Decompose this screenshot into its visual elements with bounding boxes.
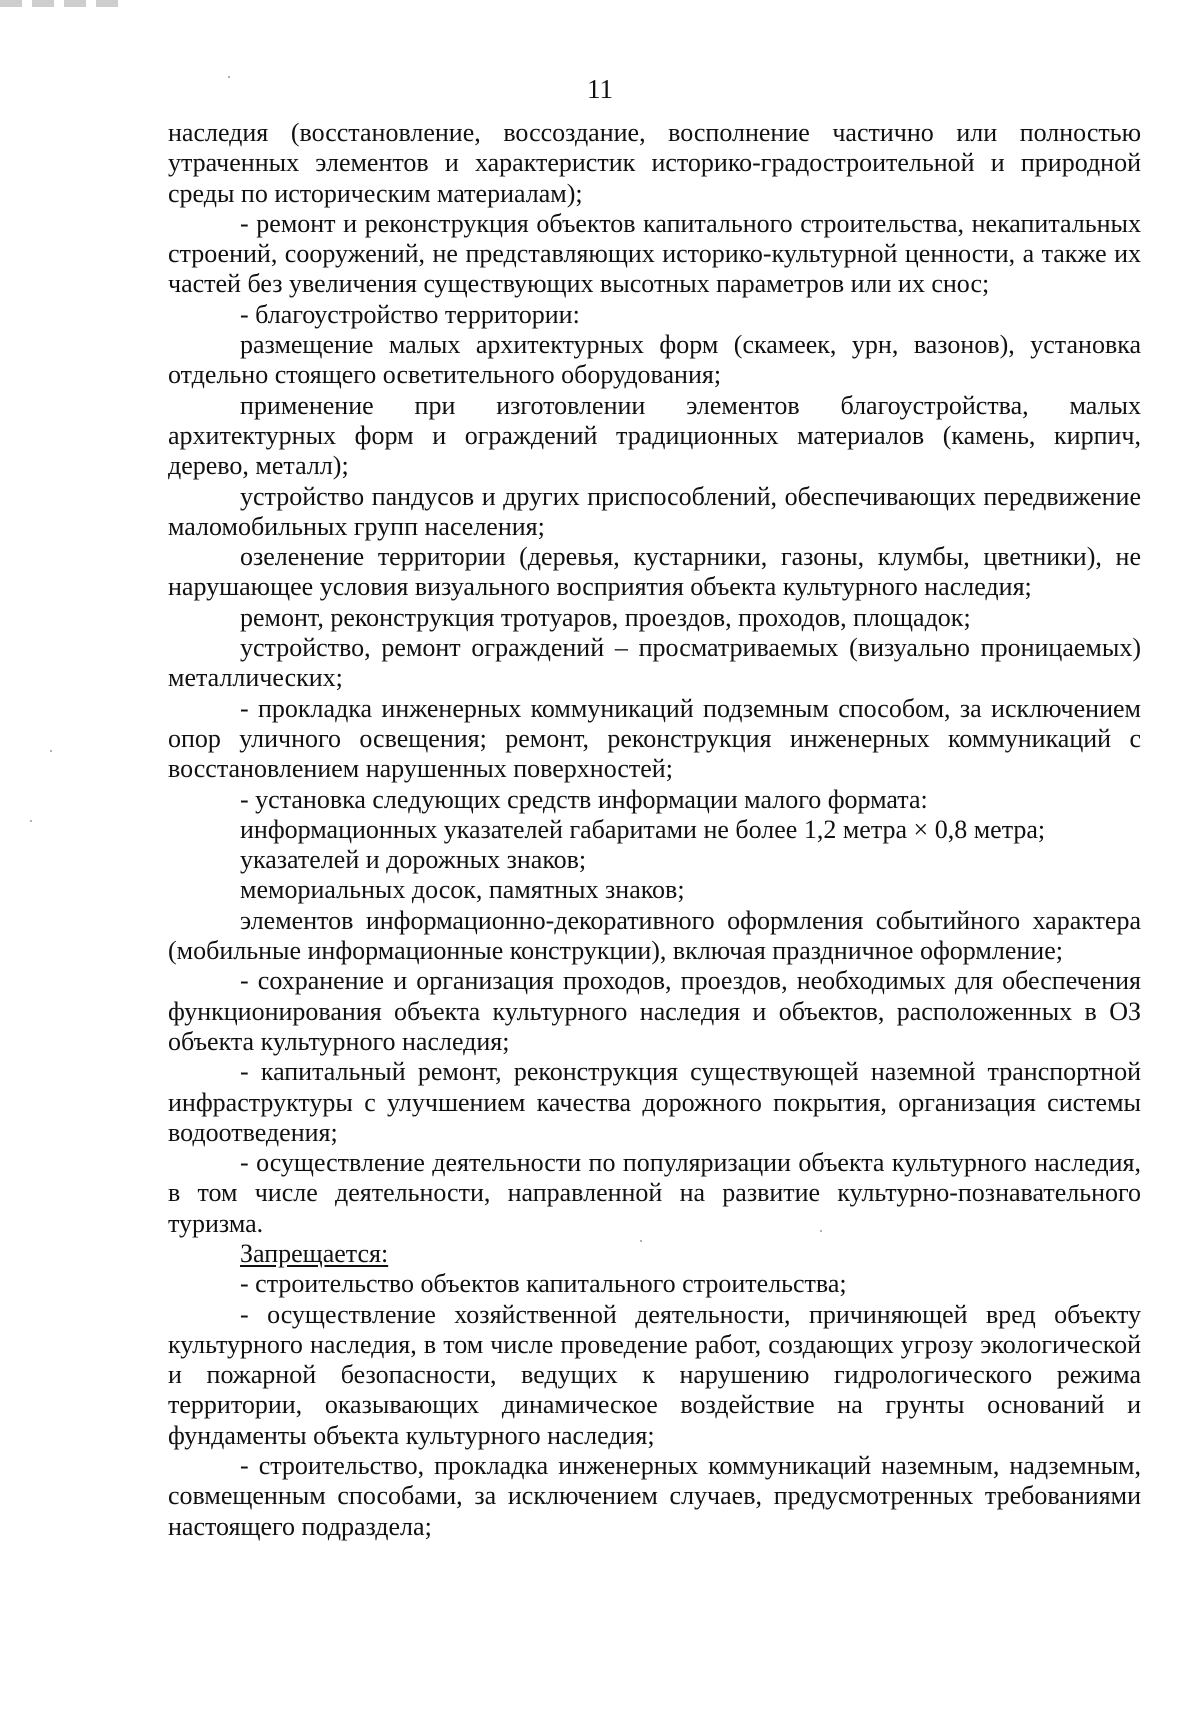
paragraph: - осуществление деятельности по популяризации объекта культурного наследия, в том числе деятельности, направленной на развитие культурно-познавательного туризма. [168,1148,1141,1238]
paragraph: указателей и дорожных знаков; [240,845,587,875]
prohibited-heading [168,1239,1141,1269]
scan-speck [30,820,32,822]
paragraph: - установка следующих средств информации малого формата: [240,784,928,814]
paragraph: - капитальный ремонт, реконструкция существующей наземной транспортной инфраструктуры с улучшением качества дорожного покрытия, организация системы водоотведения; [168,1057,1141,1147]
scan-speck [228,76,230,78]
paragraph: наследия (восстановление, воссоздание, восполнение частично или полностью утраченных элементов и характеристик историко-градостроительной и природной среды по историческим материалам); [168,118,1141,208]
prohibited-paragraph: - строительство, прокладка инженерных коммуникаций наземным, надземным, совмещенным способами, за исключением случаев, предусмотренных требованиями настоящего подраздела; [168,1451,1141,1541]
paragraph: ремонт, реконструкция тротуаров, проездов, проходов, площадок; [240,602,971,632]
prohibited-paragraph: - строительство объектов капитального строительства; [240,1269,847,1299]
paragraph: - сохранение и организация проходов, проездов, необходимых для обеспечения функционирования объекта культурного наследия и объектов, расположенных в ОЗ объекта культурного наследия; [168,966,1141,1056]
paragraph: элементов информационно-декоративного оформления событийного характера (мобильные информационные конструкции), включая праздничное оформление; [168,905,1141,966]
paragraph: информационных указателей габаритами не более 1,2 метра × 0,8 метра; [240,814,1046,844]
paragraph: устройство пандусов и других приспособлений, обеспечивающих передвижение маломобильных групп населения; [168,481,1141,541]
scan-artifact [0,0,120,7]
paragraph: устройство, ремонт ограждений – просматриваемых (визуально проницаемых) металлических; [168,633,1141,693]
paragraph: - благоустройство территории: [240,299,580,329]
page-number: 11 [587,74,613,104]
scan-speck [50,750,52,752]
paragraph: размещение малых архитектурных форм (скамеек, урн, вазонов), установка отдельно стоящего осветительного оборудования; [168,330,1141,390]
document-body [168,118,1141,1542]
paragraph: озеленение территории (деревья, кустарники, газоны, клумбы, цветники), не нарушающее условия визуального восприятия объекта культурного наследия; [168,542,1141,602]
paragraph: - прокладка инженерных коммуникаций подземным способом, за исключением опор уличного освещения; ремонт, реконструкция инженерных коммуникаций с восстановлением нарушенных поверхностей; [168,693,1141,784]
prohibited-paragraph: - осуществление хозяйственной деятельности, причиняющей вред объекту культурного наследия, в том числе проведение работ, создающих угрозу экологической и пожарной безопасности, ведущих к нарушению гидрологического режима территории, оказывающих динамическое воздействие на грунты оснований и фундаменты объекта культурного наследия; [168,1299,1141,1450]
prohibited-heading-text: Запрещается: [240,1238,389,1268]
paragraph: мемориальных досок, памятных знаков; [240,875,685,905]
paragraph: - ремонт и реконструкция объектов капитального строительства, некапитальных строений, сооружений, не представляющих историко-культурной ценности, а также их частей без увеличения существующих высотных параметров или их снос; [168,208,1141,299]
paragraph: применение при изготовлении элементов благоустройства, малых архитектурных форм и ограждений традиционных материалов (камень, кирпич, дерево, металл); [168,390,1141,481]
